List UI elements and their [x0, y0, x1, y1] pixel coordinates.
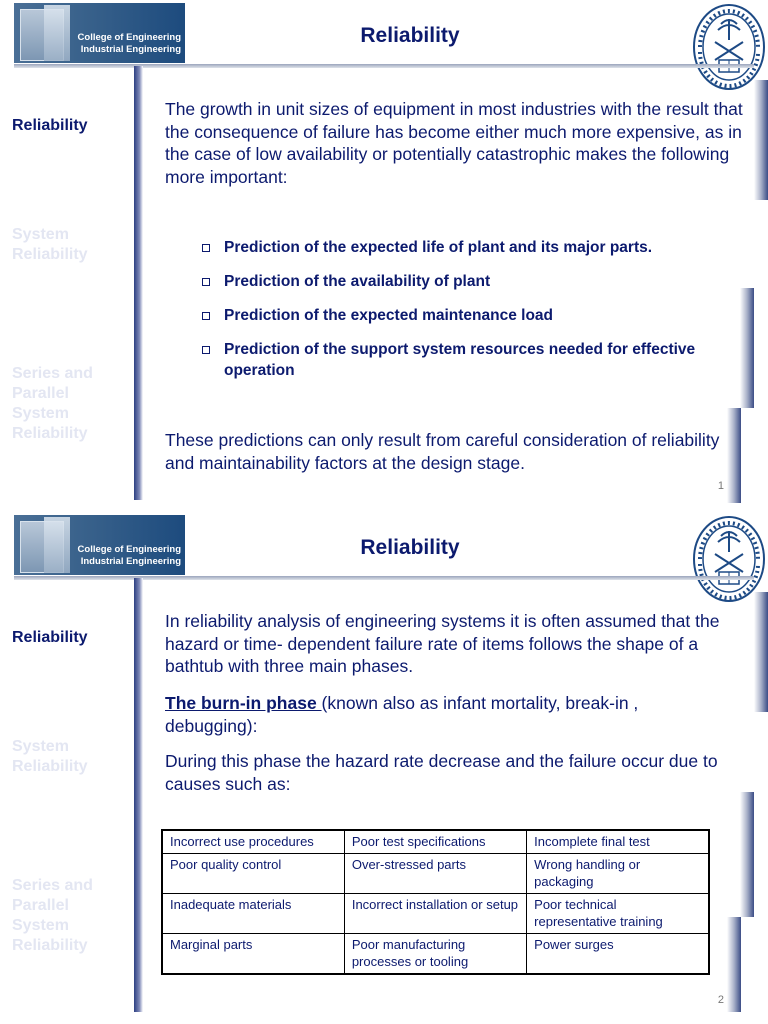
decorative-strip	[754, 80, 768, 200]
table-cell: Incorrect installation or setup	[344, 894, 526, 934]
sidebar-item-reliability: Reliability	[12, 629, 88, 646]
logo-line-1: College of Engineering	[77, 544, 181, 555]
burn-in-phase-title: The burn-in phase	[165, 693, 322, 713]
table-cell: Inadequate materials	[162, 894, 344, 934]
table-cell: Marginal parts	[162, 934, 344, 975]
list-item: Prediction of the expected maintenance load	[202, 306, 737, 327]
sidebar-item-system-reliability: System Reliability	[12, 226, 88, 263]
university-seal-icon	[691, 514, 767, 604]
header-divider	[14, 64, 754, 68]
sidebar-divider	[134, 66, 143, 500]
decorative-strip	[754, 592, 768, 712]
bullet-list	[202, 238, 737, 381]
logo-line-2: Industrial Engineering	[80, 556, 181, 567]
college-logo	[14, 515, 185, 575]
table-row	[162, 854, 709, 894]
page-number: 1	[717, 480, 724, 492]
decorative-strip	[740, 288, 754, 408]
decorative-strip	[740, 792, 754, 917]
slide-title: Reliability	[360, 536, 460, 559]
intro-paragraph: The growth in unit sizes of equipment in most industries with the result that the consequence of failure has become either much more expensive, as in the case of low availability or potentially catastrophic makes the following more important:	[165, 99, 743, 187]
university-seal-icon	[691, 2, 767, 92]
sidebar-item-series-parallel: Series and Parallel System Reliability	[12, 877, 93, 954]
burn-in-phase-description: (known also as infant mortality, break-in , debugging):	[165, 693, 639, 736]
table-cell: Poor technical representative training	[527, 894, 709, 934]
list-item: Prediction of the expected life of plant and its major parts.	[202, 238, 737, 259]
table-cell: Poor quality control	[162, 854, 344, 894]
table-cell: Poor test specifications	[344, 830, 526, 854]
burn-in-paragraph	[165, 692, 725, 737]
slide-title: Reliability	[360, 24, 460, 47]
square-bullet-icon	[202, 346, 210, 354]
list-item: Prediction of the availability of plant	[202, 272, 737, 293]
logo-line-2: Industrial Engineering	[80, 44, 181, 55]
square-bullet-icon	[202, 244, 210, 252]
table-row	[162, 830, 709, 854]
sidebar-divider	[134, 578, 143, 1012]
header-divider	[14, 576, 754, 580]
list-item: Prediction of the support system resources needed for effective operation	[202, 340, 737, 381]
table-cell: Wrong handling or packaging	[527, 854, 709, 894]
logo-line-1: College of Engineering	[77, 32, 181, 43]
table-cell: Power surges	[527, 934, 709, 975]
table-cell: Incomplete final test	[527, 830, 709, 854]
table-cell: Incorrect use procedures	[162, 830, 344, 854]
college-logo	[14, 3, 185, 63]
during-paragraph: During this phase the hazard rate decrease and the failure occur due to causes such as:	[165, 751, 718, 794]
page-number: 2	[717, 994, 724, 1006]
square-bullet-icon	[202, 312, 210, 320]
conclusion-paragraph: These predictions can only result from careful consideration of reliability and maintainability factors at the design stage.	[165, 430, 720, 473]
table-row	[162, 894, 709, 934]
slide-2	[0, 512, 768, 1024]
square-bullet-icon	[202, 278, 210, 286]
table-cell: Poor manufacturing processes or tooling	[344, 934, 526, 975]
sidebar-item-system-reliability: System Reliability	[12, 738, 88, 775]
failure-causes-table	[161, 829, 710, 975]
sidebar-item-reliability: Reliability	[12, 117, 88, 134]
table-row	[162, 934, 709, 975]
decorative-strip	[727, 917, 741, 1012]
table-cell: Over-stressed parts	[344, 854, 526, 894]
sidebar-item-series-parallel: Series and Parallel System Reliability	[12, 365, 93, 442]
intro-paragraph: In reliability analysis of engineering systems it is often assumed that the hazard or time- dependent failure rate of items follows the shape of a bathtub with three main phases.	[165, 611, 720, 676]
